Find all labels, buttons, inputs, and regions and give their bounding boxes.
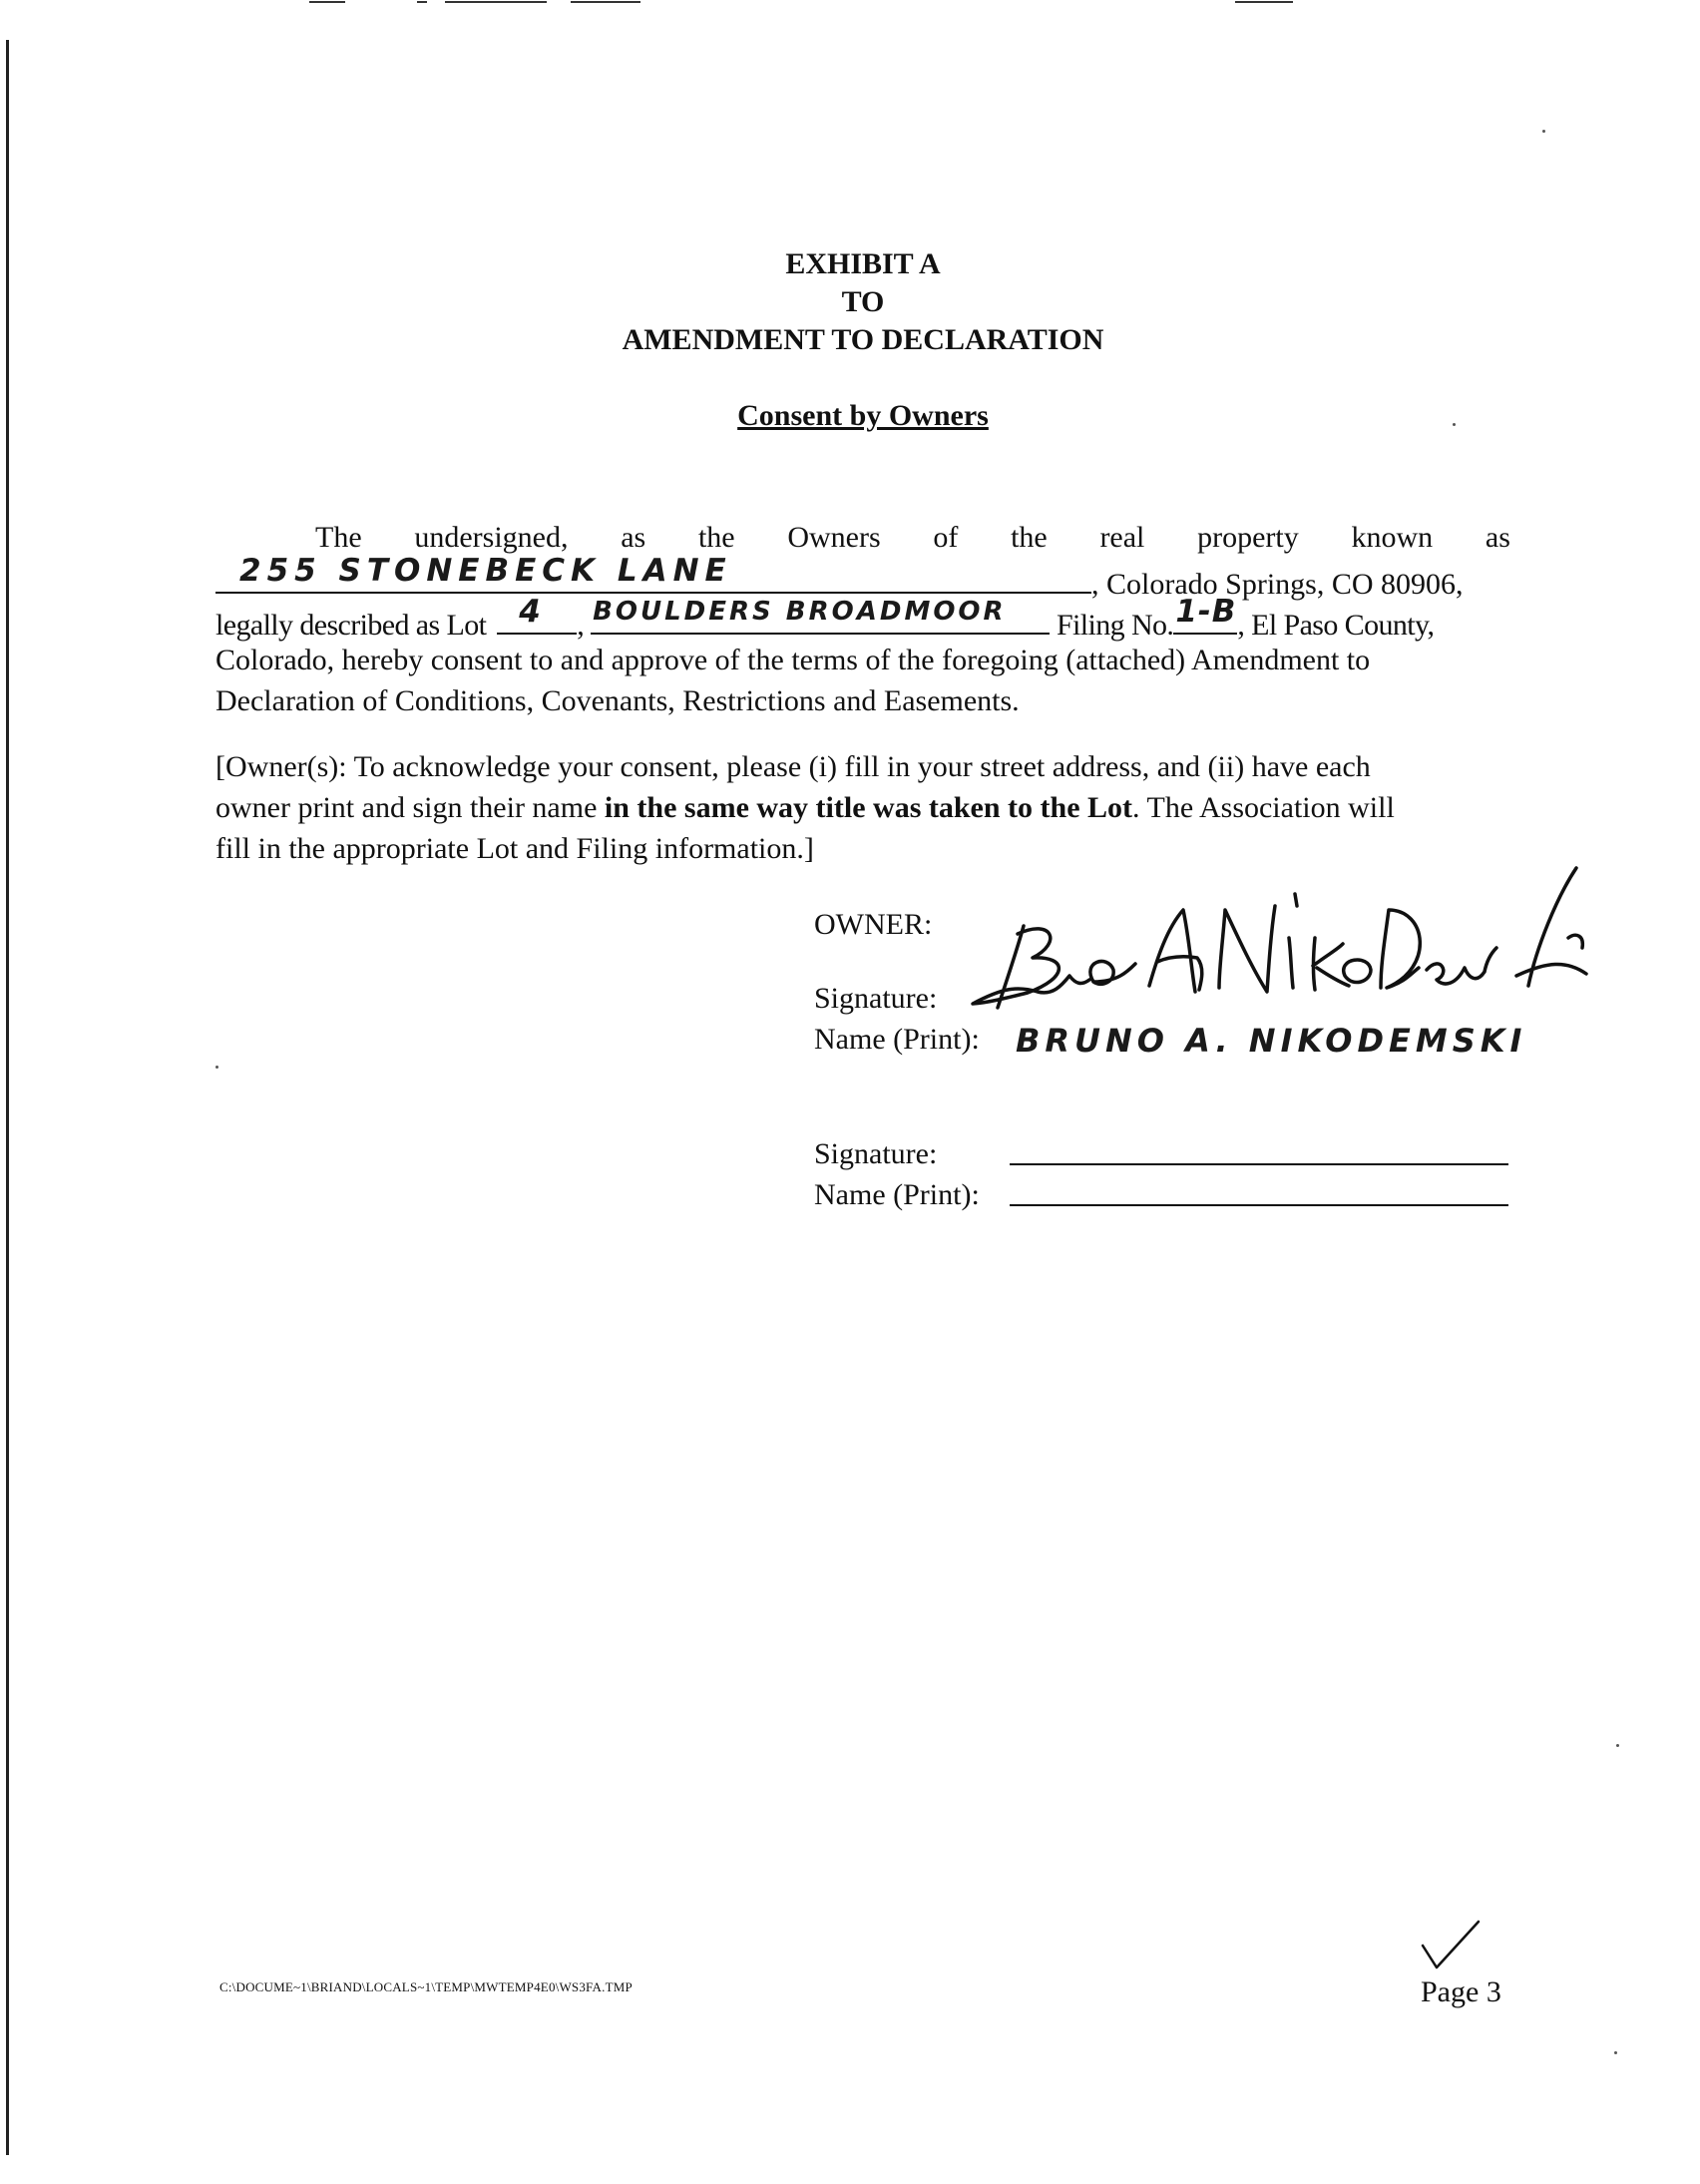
scan-speck <box>1542 130 1545 133</box>
name-label-1: Name (Print): <box>814 1023 980 1056</box>
instructions-paragraph <box>215 746 1510 869</box>
heading-line-1: EXHIBIT A <box>785 247 941 280</box>
instructions-line-2 <box>215 787 1510 828</box>
filing-number-field <box>1173 594 1237 635</box>
word: the <box>1011 521 1048 554</box>
subdivision-handwritten: BOULDERS BROADMOOR <box>593 597 1007 627</box>
signature-label-2: Signature: <box>814 1137 938 1170</box>
word: property <box>1197 521 1299 554</box>
word: as <box>1485 521 1510 554</box>
paragraph-line-5: Declaration of Conditions, Covenants, Restrictions and Easements. <box>215 684 1020 717</box>
scan-speck <box>215 1066 218 1069</box>
scan-speck <box>1614 2051 1617 2054</box>
word: as <box>621 521 646 554</box>
signature-stroke <box>973 926 1089 1008</box>
name-row-1 <box>814 1019 1527 1060</box>
filing-number-handwritten: 1-B <box>1175 594 1237 630</box>
heading-line-2: TO <box>841 285 885 318</box>
instructions-emphasis: in the same way title was taken to the Lot <box>604 791 1133 824</box>
consent-paragraph <box>215 517 1510 721</box>
filing-suffix: , El Paso County, <box>1237 609 1435 642</box>
word: undersigned, <box>414 521 569 554</box>
scan-top-marks <box>0 0 1700 6</box>
lot-number-handwritten: 4 <box>519 594 547 630</box>
heading-line-3: AMENDMENT TO DECLARATION <box>622 323 1104 356</box>
signature-stroke <box>1090 961 1135 984</box>
scan-speck <box>1616 1744 1619 1747</box>
signature-stroke <box>1381 910 1420 988</box>
instructions-line-2-start: owner print and sign their name <box>215 791 605 824</box>
checkmark-icon <box>1417 1916 1487 1975</box>
paragraph-line-3 <box>215 594 1510 642</box>
street-address-handwritten: 255 STONEBECK LANE <box>239 553 732 589</box>
owner-name-handwritten: BRUNO A. NIKODEMSKI <box>1016 1022 1527 1060</box>
signature-label-1: Signature: <box>814 982 938 1015</box>
footer-file-path: C:\DOCUME~1\BRIAND\LOCALS~1\TEMP\MWTEMP4E0\WS3FA.TMP <box>219 1979 633 1994</box>
signature-stroke <box>1219 906 1275 992</box>
exhibit-heading <box>0 245 1700 359</box>
consent-title: Consent by Owners <box>737 399 989 432</box>
signature-stroke <box>1427 948 1496 984</box>
signature-stroke <box>1568 935 1582 948</box>
name-row-2 <box>814 1174 980 1215</box>
signature-stroke <box>1149 910 1202 992</box>
name-print-line-2[interactable] <box>1010 1174 1508 1206</box>
word: of <box>933 521 959 554</box>
owner-signature-image <box>958 858 1596 1028</box>
instructions-line-2-end: . The Association will <box>1132 791 1395 824</box>
word: Owners <box>787 521 881 554</box>
lot-number-field <box>497 594 577 635</box>
subdivision-field <box>591 599 1050 635</box>
signature-line-2[interactable] <box>1010 1133 1508 1165</box>
signature-row-2 <box>814 1133 980 1174</box>
signature-stroke <box>1313 938 1349 990</box>
instructions-line-1: [Owner(s): To acknowledge your consent, please (i) fill in your street address, and (ii) have each <box>215 750 1371 783</box>
word: real <box>1099 521 1145 554</box>
word: the <box>697 521 735 554</box>
signature-row-1 <box>814 978 980 1019</box>
owner-label: OWNER: <box>814 908 933 941</box>
city-state-zip: , Colorado Springs, CO 80906, <box>1091 568 1464 601</box>
word: The <box>315 521 362 554</box>
signature-stroke <box>1516 868 1586 986</box>
signature-stroke <box>1289 894 1297 988</box>
name-label-2: Name (Print): <box>814 1178 980 1211</box>
lot-comma: , <box>577 609 585 642</box>
street-address-field <box>215 553 1091 594</box>
word: known <box>1351 521 1434 554</box>
filing-prefix: Filing No. <box>1056 609 1174 642</box>
page-number: Page 3 <box>1421 1975 1501 2008</box>
lot-prefix: legally described as Lot <box>215 609 487 642</box>
instructions-line-3: fill in the appropriate Lot and Filing information.] <box>215 832 814 865</box>
paragraph-line-4: Colorado, hereby consent to and approve of the terms of the foregoing (attached) Amendment to <box>215 644 1371 676</box>
signature-stroke <box>1344 960 1371 983</box>
owner-signature-block <box>814 904 1527 1215</box>
